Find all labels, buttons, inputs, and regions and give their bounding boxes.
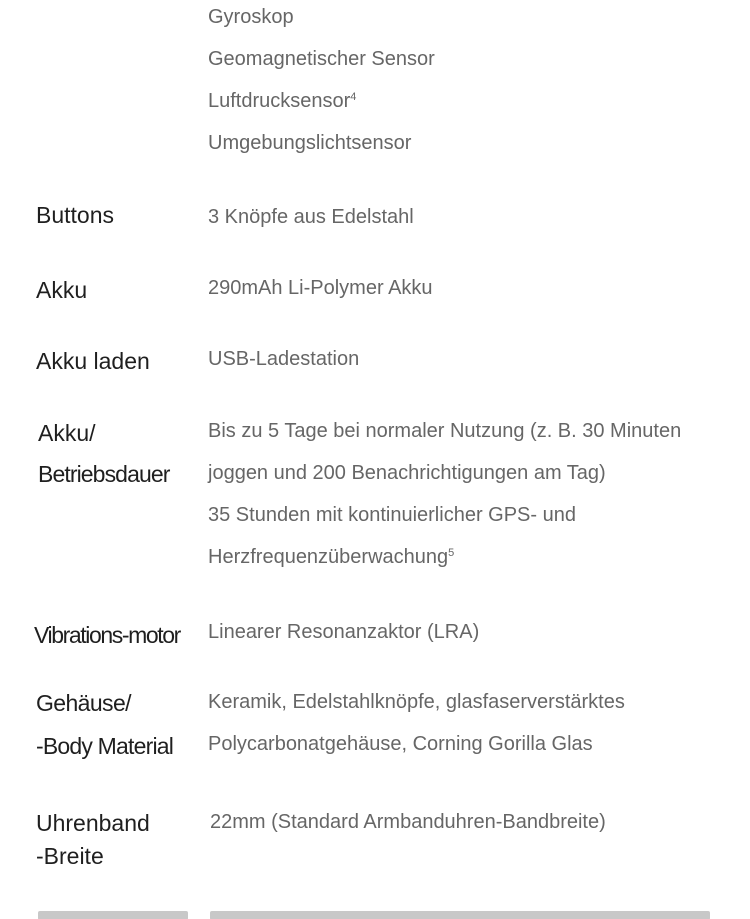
value-gehaeuse xyxy=(208,681,625,765)
label-betriebsdauer: Betriebsdauer xyxy=(38,461,170,487)
betriebsdauer-line-1: Bis zu 5 Tage bei normaler Nutzung (z. B. 30 Minuten xyxy=(208,420,682,442)
label-akku-laden: Akku laden xyxy=(36,348,150,374)
value-akku-laden: USB-Ladestation xyxy=(208,348,360,370)
gehaeuse-line-1: Keramik, Edelstahlknöpfe, glasfaserverstärktes xyxy=(208,691,625,713)
footnote-marker: 4 xyxy=(350,91,357,103)
footnote-marker: 5 xyxy=(448,547,455,559)
value-vibrationsmotor: Linearer Resonanzaktor (LRA) xyxy=(208,621,480,643)
value-akku: 290mAh Li-Polymer Akku xyxy=(208,277,433,299)
next-row-cut-off xyxy=(0,905,750,919)
label-akku: Akku xyxy=(36,277,88,303)
label-uhrenband: Uhrenband xyxy=(36,810,150,836)
sensor-geomagnetic: Geomagnetischer Sensor xyxy=(208,48,435,70)
value-betriebsdauer xyxy=(208,410,681,578)
sensor-luftdruck: Luftdrucksensor$^4$ xyxy=(208,90,357,112)
label-akku-slash: Akku/ xyxy=(38,420,96,446)
sensor-gyroskop: Gyroskop xyxy=(208,6,294,28)
value-uhrenband: 22mm (Standard Armbanduhren-Bandbreite) xyxy=(210,811,606,833)
value-buttons: 3 Knöpfe aus Edelstahl xyxy=(208,206,414,228)
label-body-material: -Body Material xyxy=(36,733,174,759)
betriebsdauer-line-4: Herzfrequenzüberwachung$^5$ xyxy=(208,546,455,568)
betriebsdauer-line-2: joggen und 200 Benachrichtigungen am Tag) xyxy=(208,462,606,484)
label-breite: -Breite xyxy=(36,843,104,869)
sensor-umgebungslicht: Umgebungslichtsensor xyxy=(208,132,412,154)
label-gehaeuse: Gehäuse/ xyxy=(36,690,131,716)
gehaeuse-line-2: Polycarbonatgehäuse, Corning Gorilla Glas xyxy=(208,733,593,755)
sensor-list xyxy=(208,0,435,164)
betriebsdauer-line-3: 35 Stunden mit kontinuierlicher GPS- und xyxy=(208,504,576,526)
label-buttons: Buttons xyxy=(36,202,114,228)
label-vibrationsmotor: Vibrations-motor xyxy=(34,622,180,648)
